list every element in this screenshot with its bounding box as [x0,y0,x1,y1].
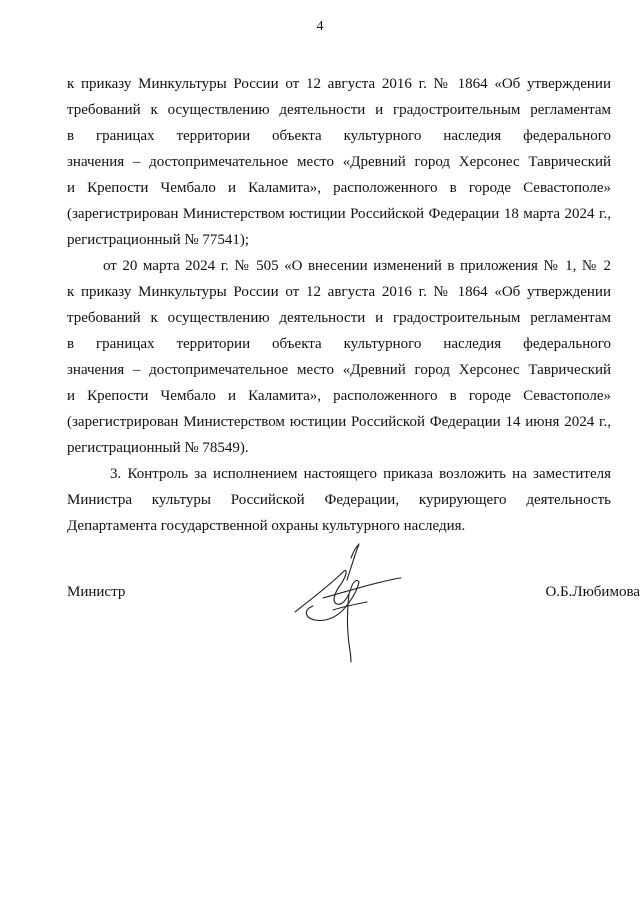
page-number: 4 [316,19,324,34]
signer-title: Министр [67,584,126,600]
text-line: Департамента государственной охраны культурного наследия. [67,518,466,534]
text-line: значения – достопримечательное место «Древний город Херсонес Таврический [67,362,611,378]
text-line: (зарегистрирован Министерством юстиции Российской Федерации 14 июня 2024 г., [67,414,611,430]
text-line: к приказу Минкультуры России от 12 августа 2016 г. № 1864 «Об утверждении [67,76,611,92]
text-line: регистрационный № 77541); [67,232,250,248]
text-line: от 20 марта 2024 г. № 505 «О внесении изменений в приложения № 1, № 2 [103,258,611,274]
text-line: (зарегистрирован Министерством юстиции Российской Федерации 18 марта 2024 г., [67,206,611,222]
text-line: требований к осуществлению деятельности и градостроительным регламентам [67,310,611,326]
text-line: Министра культуры Российской Федерации, курирующего деятельность [67,492,611,508]
text-line: в границах территории объекта культурного наследия федерального [67,336,611,352]
handwritten-signature [285,540,410,665]
text-line: и Крепости Чембало и Каламита», расположенного в городе Севастополе» [67,180,611,196]
text-line: к приказу Минкультуры России от 12 августа 2016 г. № 1864 «Об утверждении [67,284,611,300]
text-line: в границах территории объекта культурного наследия федерального [67,128,611,144]
text-line: требований к осуществлению деятельности и градостроительным регламентам [67,102,611,118]
text-line: регистрационный № 78549). [67,440,249,456]
text-line: значения – достопримечательное место «Древний город Херсонес Таврический [67,154,611,170]
text-line: и Крепости Чембало и Каламита», расположенного в городе Севастополе» [67,388,611,404]
signer-name: О.Б.Любимова [545,584,640,600]
text-line: 3. Контроль за исполнением настоящего приказа возложить на заместителя [110,466,611,482]
